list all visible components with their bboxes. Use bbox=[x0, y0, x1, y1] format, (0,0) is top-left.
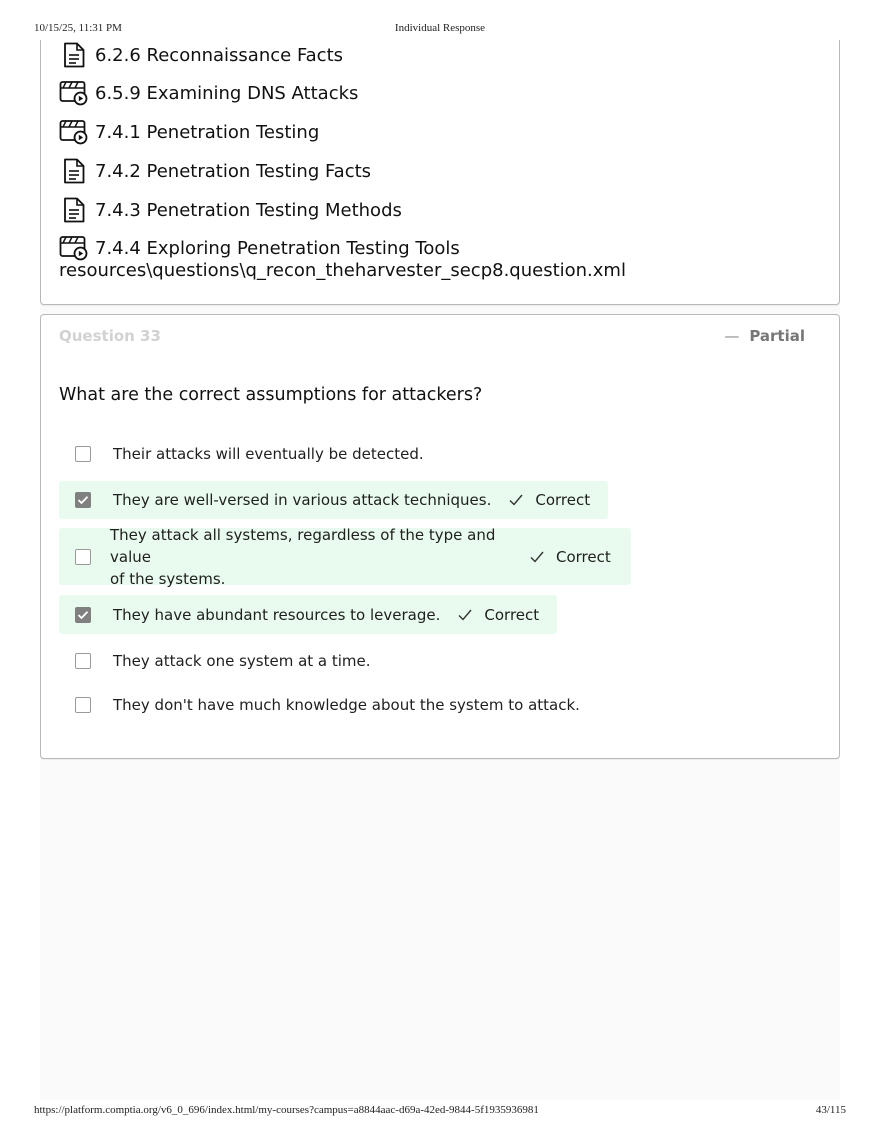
check-icon bbox=[509, 494, 523, 506]
option-checkbox[interactable] bbox=[75, 446, 91, 462]
option-label-line: They attack all systems, regardless of the type and value bbox=[110, 525, 496, 566]
document-icon bbox=[59, 195, 89, 225]
correct-feedback bbox=[530, 548, 611, 566]
print-datetime: 10/15/25, 11:31 PM bbox=[34, 22, 122, 34]
option-checkbox[interactable] bbox=[75, 653, 91, 669]
option-checkbox[interactable] bbox=[75, 492, 91, 508]
option-label: They attack one system at a time. bbox=[113, 652, 371, 670]
question-number: Question 33 bbox=[59, 327, 161, 345]
print-page-number: 43/115 bbox=[815, 1104, 846, 1116]
answer-option[interactable] bbox=[59, 646, 371, 676]
answer-option[interactable] bbox=[59, 525, 631, 588]
resource-label: 7.4.2 Penetration Testing Facts bbox=[95, 160, 372, 182]
print-footer bbox=[0, 1104, 880, 1118]
check-icon bbox=[458, 609, 472, 621]
option-label: Their attacks will eventually be detected. bbox=[113, 445, 424, 463]
video-icon bbox=[59, 78, 89, 108]
resource-link-7-4-1[interactable] bbox=[59, 117, 319, 147]
resources-card bbox=[40, 40, 840, 305]
video-icon bbox=[59, 233, 89, 263]
option-label: They don't have much knowledge about the system to attack. bbox=[113, 696, 580, 714]
answer-option[interactable] bbox=[59, 595, 557, 634]
status-dash: — bbox=[724, 327, 740, 345]
feedback-label: Correct bbox=[484, 605, 540, 624]
question-text: What are the correct assumptions for attackers? bbox=[59, 385, 483, 405]
resource-label: 6.2.6 Reconnaissance Facts bbox=[95, 44, 344, 66]
correct-feedback bbox=[458, 606, 539, 624]
resource-label: 7.4.1 Penetration Testing bbox=[95, 121, 320, 143]
option-label-line: of the systems. bbox=[110, 569, 226, 588]
option-label bbox=[110, 524, 518, 590]
print-header bbox=[0, 22, 880, 36]
check-icon bbox=[530, 551, 544, 563]
resource-label: 7.4.3 Penetration Testing Methods bbox=[95, 199, 402, 221]
option-checkbox[interactable] bbox=[75, 549, 91, 565]
resource-label: 7.4.4 Exploring Penetration Testing Tools bbox=[95, 237, 460, 259]
option-label: They have abundant resources to leverage. bbox=[113, 605, 441, 624]
resource-link-6-5-9[interactable] bbox=[59, 78, 358, 108]
resource-link-6-2-6[interactable] bbox=[59, 40, 343, 70]
question-file-path: resources\questions\q_recon_theharvester_secp8.question.xml bbox=[59, 260, 626, 281]
answer-option[interactable] bbox=[59, 481, 608, 519]
resource-link-7-4-3[interactable] bbox=[59, 195, 402, 225]
document-icon bbox=[59, 40, 89, 70]
option-label: They are well-versed in various attack techniques. bbox=[113, 491, 492, 509]
video-icon bbox=[59, 117, 89, 147]
question-card bbox=[40, 314, 840, 759]
resource-label: 6.5.9 Examining DNS Attacks bbox=[95, 82, 359, 104]
answer-option[interactable] bbox=[59, 690, 580, 720]
document-icon bbox=[59, 156, 89, 186]
option-checkbox[interactable] bbox=[75, 697, 91, 713]
checkmark-icon bbox=[77, 610, 89, 620]
resource-link-7-4-4[interactable] bbox=[59, 233, 460, 263]
resource-link-7-4-2[interactable] bbox=[59, 156, 371, 186]
feedback-label: Correct bbox=[535, 491, 591, 509]
correct-feedback bbox=[509, 491, 590, 509]
option-checkbox[interactable] bbox=[75, 607, 91, 623]
feedback-label: Correct bbox=[556, 547, 611, 566]
answer-option[interactable] bbox=[59, 439, 424, 469]
print-title: Individual Response bbox=[394, 22, 486, 34]
question-status bbox=[724, 327, 805, 345]
print-url: https://platform.comptia.org/v6_0_696/index.html/my-courses?campus=a8844aac-d69a-42ed-9844-5f1935936981 bbox=[34, 1104, 539, 1116]
status-badge: Partial bbox=[749, 327, 805, 345]
checkmark-icon bbox=[77, 495, 89, 505]
